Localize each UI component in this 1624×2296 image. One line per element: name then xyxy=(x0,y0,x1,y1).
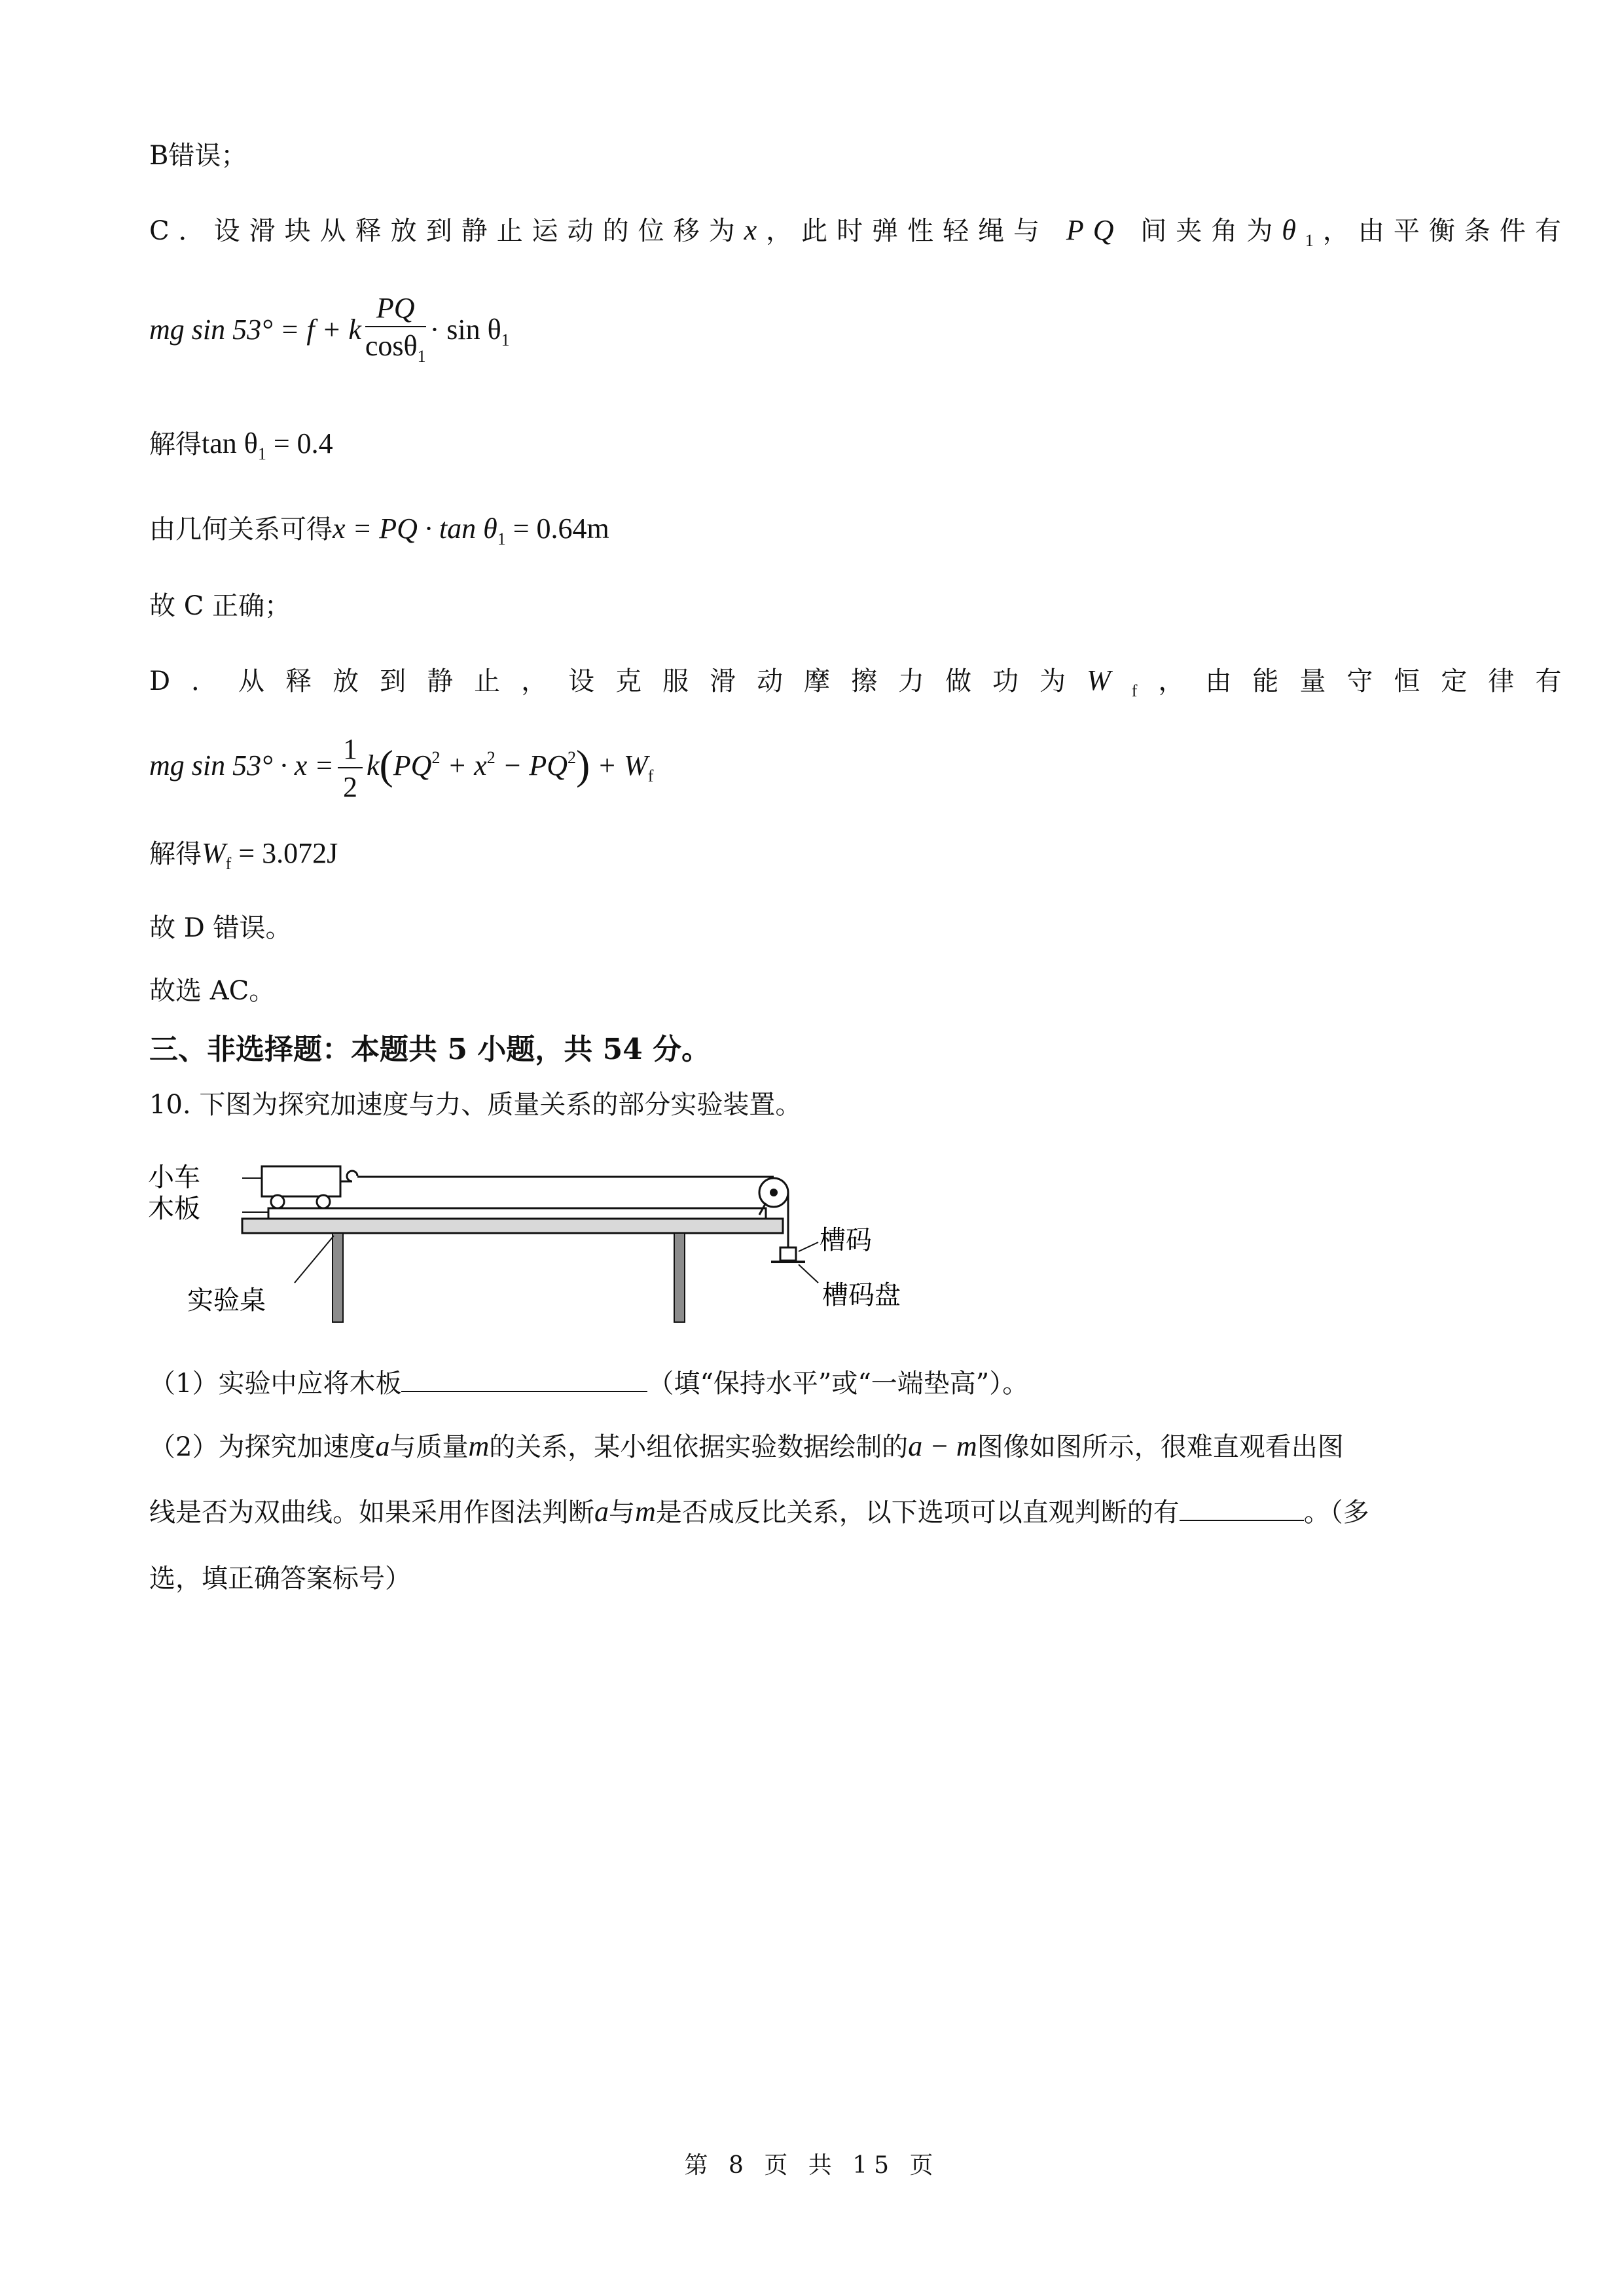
var-w: W xyxy=(202,837,226,869)
table-leg-left xyxy=(333,1233,343,1322)
text: （1）实验中应将木板 xyxy=(149,1369,402,1399)
table-leg-right xyxy=(674,1233,685,1322)
text: C．设滑块从释放到静止运动的位移为 xyxy=(149,216,744,246)
section-heading: 三、非选择题：本题共 5 小题，共 54 分。 xyxy=(149,1033,711,1066)
var-x: x xyxy=(744,214,767,246)
equation-rhs: · sin θ xyxy=(429,314,501,346)
text: 。（多 xyxy=(1303,1498,1369,1528)
answer-blank-2[interactable] xyxy=(1180,1496,1304,1521)
subscript: 1 xyxy=(417,347,426,366)
board xyxy=(268,1208,766,1219)
subscript: f xyxy=(647,766,654,786)
cart-body xyxy=(262,1166,340,1196)
text: （填“保持水平”或“一端垫高”）。 xyxy=(647,1369,1029,1399)
text: 线是否为双曲线。如果采用作图法判断 xyxy=(149,1498,594,1528)
weights-label: 槽码 xyxy=(820,1225,872,1255)
text: （2）为探究加速度 xyxy=(149,1432,376,1462)
var-m: m xyxy=(635,1496,656,1528)
cart-label: 小车 xyxy=(148,1162,200,1193)
text: 与 xyxy=(609,1498,635,1528)
weights xyxy=(780,1247,796,1261)
cart-wheel-left xyxy=(271,1195,284,1208)
fraction xyxy=(338,734,363,802)
cart-wheel-right xyxy=(317,1195,330,1208)
text: 解得 xyxy=(149,429,202,459)
text: 由几何关系可得 xyxy=(149,514,333,545)
var-a-m: a − m xyxy=(908,1430,977,1462)
table-label: 实验桌 xyxy=(187,1285,266,1316)
text: ，由平衡条件有 xyxy=(1322,216,1570,246)
superscript: 2 xyxy=(568,748,577,768)
term: + x xyxy=(440,749,487,782)
var-m: m xyxy=(468,1430,490,1462)
var-a: a xyxy=(594,1496,609,1528)
solve-line-1 xyxy=(149,427,333,471)
equation-value: = 0.64m xyxy=(505,512,609,545)
text: ，由能量守恒定律有 xyxy=(1158,666,1583,696)
term: − PQ xyxy=(495,749,568,782)
equation-lhs: mg sin 53° · x = xyxy=(149,749,334,782)
var-k: k xyxy=(366,749,380,782)
text-line: 故 C 正确； xyxy=(149,591,291,621)
subscript: 1 xyxy=(497,529,506,548)
subscript: f xyxy=(225,854,232,873)
fraction xyxy=(365,293,426,372)
var-w: W xyxy=(1087,664,1132,696)
denominator: cosθ xyxy=(365,330,418,362)
board-label: 木板 xyxy=(148,1194,200,1224)
text-line: 故选 AC。 xyxy=(149,976,276,1006)
table-top xyxy=(242,1219,783,1233)
text: 是否成反比关系，以下选项可以直观判断的有 xyxy=(655,1498,1180,1528)
equation-lhs: mg sin 53° = f + k xyxy=(149,314,361,346)
var-pq: PQ xyxy=(1066,214,1123,246)
option-c-line xyxy=(149,213,1570,258)
question-10-part-2-line-3: 选，填正确答案标号） xyxy=(149,1564,411,1594)
subscript: f xyxy=(1131,681,1159,700)
var-a: a xyxy=(375,1430,390,1462)
text-line: B错误； xyxy=(149,141,247,171)
question-10-part-2-line-2 xyxy=(149,1495,1369,1530)
text: 与质量 xyxy=(389,1432,469,1462)
text: 解得 xyxy=(149,839,202,869)
var-pq: PQ xyxy=(393,749,432,782)
text: D．从释放到静止，设克服滑动摩擦力做功为 xyxy=(149,666,1087,696)
equation-value: = 3.072J xyxy=(231,837,338,869)
equation-1 xyxy=(149,293,510,372)
question-10-part-2-line-1 xyxy=(149,1429,1344,1464)
equation: x = PQ · tan θ xyxy=(333,512,497,545)
text: 图像如图所示，很难直观看出图 xyxy=(977,1432,1344,1462)
question-10: 10. 下图为探究加速度与力、质量关系的部分实验装置。 xyxy=(149,1090,802,1120)
tray-label: 槽码盘 xyxy=(822,1280,901,1310)
apparatus-figure xyxy=(144,1152,929,1355)
superscript: 2 xyxy=(486,748,496,768)
paren: ( xyxy=(379,742,393,789)
subscript: 1 xyxy=(257,444,266,463)
text: 的关系，某小组依据实验数据绘制的 xyxy=(489,1432,909,1462)
equation: tan θ xyxy=(202,427,258,459)
page-footer: 第 8 页 共 15 页 xyxy=(684,2152,940,2179)
superscript: 2 xyxy=(431,748,441,768)
question-10-part-1 xyxy=(149,1367,1028,1401)
solve-line-2 xyxy=(149,836,338,881)
text-line: 故 D 错误。 xyxy=(149,913,292,943)
subscript: 1 xyxy=(1305,231,1323,250)
paren: ) xyxy=(576,742,590,789)
subscript: 1 xyxy=(501,331,510,350)
numerator: PQ xyxy=(365,293,426,327)
numerator: 1 xyxy=(338,734,363,768)
option-d-line xyxy=(149,664,1582,708)
term: + W xyxy=(590,749,648,782)
equation-2 xyxy=(149,734,653,802)
geometry-line xyxy=(149,512,609,556)
equation-value: = 0.4 xyxy=(266,427,333,459)
var-theta: θ xyxy=(1282,214,1305,246)
denominator: 2 xyxy=(342,771,357,803)
cart-hook xyxy=(340,1171,357,1181)
answer-blank-1[interactable] xyxy=(401,1367,647,1392)
text: 间夹角为 xyxy=(1140,216,1282,246)
text: ，此时弹性轻绳与 xyxy=(766,216,1049,246)
